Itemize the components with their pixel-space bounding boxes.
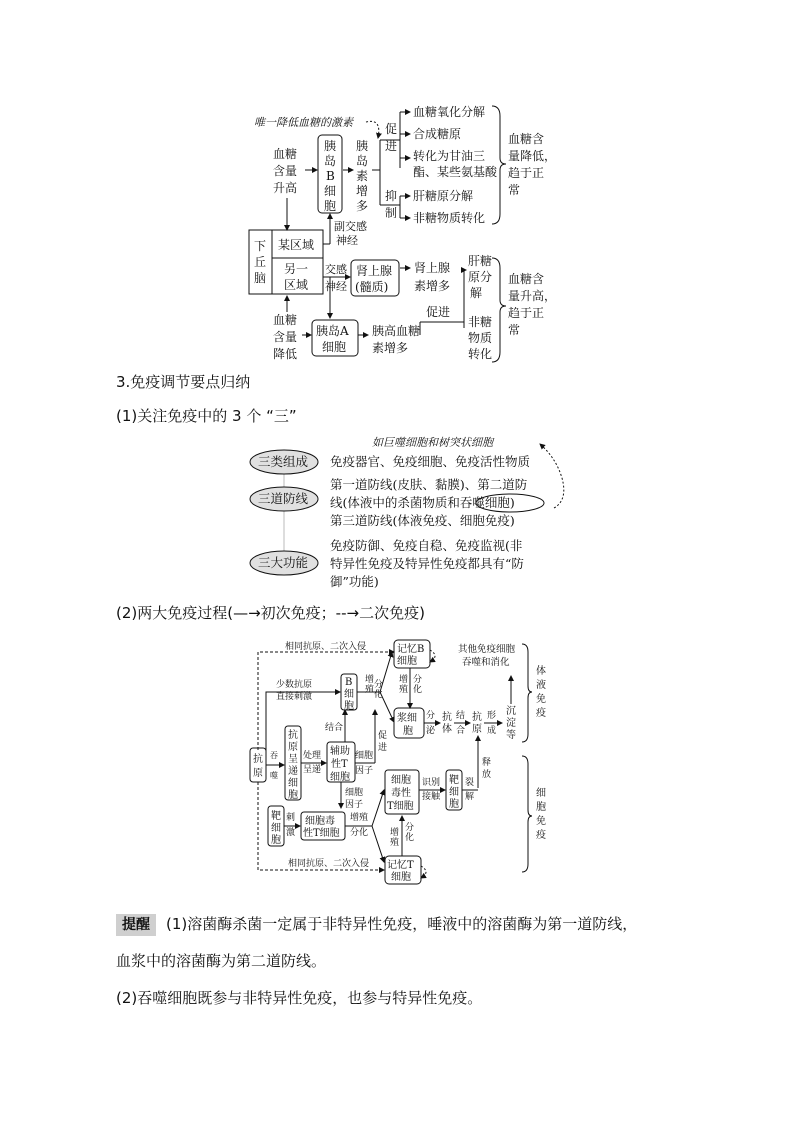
- result-high: [508, 271, 556, 337]
- svg-text:促: 促: [385, 122, 398, 136]
- svg-text:多: 多: [356, 199, 369, 213]
- heading-immune: 3.免疫调节要点归纳: [116, 373, 251, 391]
- svg-text:胞: 胞: [449, 799, 459, 810]
- svg-text:细胞: 细胞: [391, 872, 411, 883]
- svg-text:分: 分: [413, 675, 423, 685]
- svg-text:胞: 胞: [403, 726, 413, 737]
- svg-text:肝糖原分解: 肝糖原分解: [413, 189, 474, 203]
- adrenal-label: [355, 263, 392, 294]
- promote-label: [385, 122, 397, 153]
- svg-text:进: 进: [385, 139, 398, 153]
- insulin-effects: [413, 104, 498, 225]
- svg-text:含量: 含量: [273, 330, 298, 344]
- svg-text:胞: 胞: [344, 701, 354, 712]
- svg-text:呈递: 呈递: [303, 765, 322, 775]
- hypothalamus-label: [254, 239, 266, 285]
- svg-text:分: 分: [426, 711, 436, 721]
- tip-line-1: (1)溶菌酶杀菌一定属于非特异性免疫，唾液中的溶菌酶为第一道防线，: [166, 915, 638, 933]
- svg-text:增: 增: [390, 828, 400, 838]
- svg-text:辅助: 辅助: [330, 746, 350, 757]
- svg-text:激: 激: [286, 828, 296, 838]
- svg-text:血糖: 血糖: [273, 313, 298, 327]
- svg-text:细胞: 细胞: [330, 772, 350, 783]
- svg-text:分: 分: [405, 823, 415, 833]
- svg-text:疫: 疫: [536, 708, 546, 719]
- area2-label: [284, 262, 308, 292]
- svg-text:趋于正: 趋于正: [508, 306, 545, 320]
- svg-text:肝糖: 肝糖: [468, 254, 493, 268]
- svg-text:胞: 胞: [324, 199, 337, 213]
- svg-text:胞: 胞: [536, 802, 546, 813]
- svg-text:解: 解: [465, 792, 475, 802]
- svg-text:B: B: [326, 169, 335, 183]
- svg-text:非糖: 非糖: [468, 315, 493, 329]
- svg-text:殖: 殖: [390, 838, 400, 848]
- svg-text:增: 增: [356, 184, 369, 198]
- svg-text:胰高血糖: 胰高血糖: [372, 324, 421, 338]
- function-line-2: 特异性免疫及特异性免疫都具有“防: [330, 556, 524, 571]
- svg-text:免: 免: [536, 816, 546, 827]
- function-line-1: 免疫防御、免疫自稳、免疫监视(非: [330, 538, 523, 553]
- svg-text:素增多: 素增多: [372, 341, 409, 355]
- svg-text:其他免疫细胞: 其他免疫细胞: [458, 644, 516, 655]
- svg-text:增殖: 增殖: [350, 813, 369, 823]
- svg-text:等: 等: [506, 730, 516, 741]
- svg-text:浆细: 浆细: [397, 713, 417, 724]
- svg-text:胰: 胰: [356, 139, 369, 153]
- svg-text:T细胞: T细胞: [387, 801, 414, 812]
- components-text: 免疫器官、免疫细胞、免疫活性物质: [330, 454, 531, 469]
- glucagon-more: [372, 323, 420, 355]
- svg-text:殖: 殖: [399, 685, 409, 695]
- svg-text:物质: 物质: [468, 331, 493, 345]
- svg-text:岛: 岛: [356, 154, 369, 168]
- defense-line-1: 第一道防线(皮肤、黏膜)、第二道防: [330, 477, 528, 492]
- svg-text:分化: 分化: [350, 828, 369, 838]
- svg-text:非糖物质转化: 非糖物质转化: [413, 211, 486, 225]
- svg-text:化: 化: [413, 685, 423, 695]
- svg-text:原: 原: [288, 742, 298, 753]
- svg-text:转化为甘油三: 转化为甘油三: [413, 149, 486, 163]
- svg-text:素: 素: [356, 169, 369, 183]
- result-low: [508, 131, 556, 197]
- function-line-3: 御”功能): [330, 574, 379, 589]
- svg-text:噬: 噬: [270, 771, 278, 780]
- svg-text:三类组成: 三类组成: [258, 454, 309, 469]
- blood-sugar-diagram: [0, 0, 794, 380]
- svg-text:刺: 刺: [286, 813, 296, 823]
- svg-text:进: 进: [378, 743, 388, 753]
- svg-text:细胞: 细胞: [322, 340, 347, 354]
- svg-text:放: 放: [482, 770, 492, 780]
- svg-text:体: 体: [442, 724, 452, 735]
- svg-text:递: 递: [288, 766, 298, 777]
- svg-text:含量: 含量: [273, 164, 298, 178]
- svg-text:增: 增: [365, 675, 375, 685]
- svg-text:常: 常: [508, 183, 521, 197]
- tip-line-2: 血浆中的溶菌酶为第二道防线。: [116, 952, 327, 970]
- svg-text:(髓质): (髓质): [355, 280, 389, 294]
- svg-text:接触: 接触: [422, 792, 441, 802]
- svg-text:血糖: 血糖: [273, 147, 298, 161]
- svg-text:副交感: 副交感: [334, 220, 367, 233]
- svg-text:酯、某些氨基酸: 酯、某些氨基酸: [413, 165, 498, 179]
- svg-text:成: 成: [487, 726, 497, 736]
- svg-text:降低: 降低: [273, 347, 298, 361]
- svg-text:三大功能: 三大功能: [258, 555, 309, 570]
- svg-text:释: 释: [482, 758, 492, 768]
- svg-text:血糖含: 血糖含: [508, 272, 545, 286]
- defense-line-3: 第三道防线(体液免疫、细胞免疫): [330, 513, 515, 528]
- same-antigen-bottom: 相同抗原、二次入侵: [288, 859, 370, 869]
- three-threes-diagram: [0, 430, 794, 600]
- svg-text:细: 细: [449, 787, 459, 798]
- svg-text:化: 化: [374, 690, 384, 700]
- insulin-more-label: [356, 138, 368, 213]
- svg-text:胞: 胞: [271, 835, 281, 846]
- svg-text:细: 细: [288, 778, 298, 789]
- defense-line-2: 线(体液中的杀菌物质和吞噬细胞): [330, 495, 515, 510]
- svg-text:量升高，: 量升高，: [508, 289, 557, 303]
- svg-text:免: 免: [536, 694, 546, 705]
- svg-text:毒性: 毒性: [391, 788, 411, 799]
- svg-text:细胞: 细胞: [345, 788, 364, 798]
- svg-text:神经: 神经: [336, 234, 358, 247]
- svg-text:转化: 转化: [468, 347, 493, 361]
- svg-text:量降低，: 量降低，: [508, 149, 557, 163]
- svg-text:化: 化: [405, 833, 415, 843]
- same-antigen-top: 相同抗原、二次入侵: [285, 642, 367, 652]
- svg-text:少数抗原: 少数抗原: [276, 680, 313, 690]
- svg-text:常: 常: [508, 323, 521, 337]
- sub-heading-process: (2)两大免疫过程(—→初次免疫；--→二次免疫): [116, 604, 425, 622]
- svg-text:解: 解: [470, 286, 483, 300]
- svg-text:胞: 胞: [288, 790, 298, 801]
- svg-text:丘: 丘: [254, 255, 267, 269]
- alpha-cell-label: [316, 323, 349, 354]
- beta-cell-label: [324, 138, 336, 213]
- svg-text:血糖含: 血糖含: [508, 132, 545, 146]
- svg-text:胰: 胰: [324, 139, 337, 153]
- svg-text:性T: 性T: [331, 759, 348, 770]
- inhibit-label: [385, 188, 397, 220]
- svg-text:靶: 靶: [449, 775, 459, 786]
- svg-text:性T细胞: 性T细胞: [303, 828, 340, 839]
- svg-text:抗: 抗: [288, 730, 298, 741]
- svg-text:分: 分: [374, 680, 384, 690]
- svg-text:识别: 识别: [422, 778, 441, 788]
- svg-text:细: 细: [344, 689, 354, 700]
- svg-text:抗: 抗: [253, 754, 263, 765]
- fall-label: [273, 312, 297, 361]
- svg-text:原: 原: [472, 724, 482, 735]
- svg-text:交感: 交感: [325, 263, 347, 276]
- svg-text:细胞: 细胞: [397, 656, 417, 667]
- svg-text:记忆T: 记忆T: [387, 860, 414, 871]
- svg-text:呈: 呈: [288, 754, 298, 765]
- immune-process-diagram: [0, 630, 794, 890]
- svg-text:细: 细: [271, 823, 281, 834]
- svg-text:神经: 神经: [325, 280, 347, 293]
- svg-text:趋于正: 趋于正: [508, 166, 545, 180]
- svg-text:处理: 处理: [303, 751, 322, 761]
- svg-text:泌: 泌: [426, 726, 436, 736]
- svg-text:胰岛A: 胰岛A: [316, 324, 349, 338]
- svg-text:结合: 结合: [325, 723, 344, 733]
- svg-text:裂: 裂: [465, 778, 475, 788]
- svg-text:另一: 另一: [284, 262, 309, 276]
- svg-text:记忆B: 记忆B: [397, 644, 425, 655]
- handnote-insulin: 唯一降低血糖的激素: [254, 116, 353, 129]
- handnote-phagocyte: 如巨噬细胞和树突状细胞: [372, 436, 493, 449]
- svg-text:B: B: [345, 677, 353, 688]
- svg-text:细胞: 细胞: [391, 775, 411, 786]
- svg-text:素增多: 素增多: [414, 279, 451, 293]
- svg-text:岛: 岛: [324, 154, 337, 168]
- svg-text:因子: 因子: [355, 766, 374, 776]
- rise-label: [273, 146, 297, 195]
- promote2-label: 促进: [426, 305, 451, 319]
- svg-text:抑: 抑: [385, 189, 398, 203]
- svg-text:肾上腺: 肾上腺: [414, 261, 451, 275]
- sub-heading-three: (1)关注免疫中的 3 个 “三”: [116, 407, 297, 425]
- area1-label: 某区域: [278, 238, 315, 252]
- svg-text:制: 制: [385, 206, 398, 220]
- svg-text:靶: 靶: [271, 811, 281, 822]
- svg-text:促: 促: [378, 731, 388, 741]
- svg-text:细: 细: [536, 788, 546, 799]
- svg-text:合成糖原: 合成糖原: [413, 127, 462, 141]
- svg-text:肾上腺: 肾上腺: [356, 264, 393, 278]
- svg-text:合: 合: [456, 726, 466, 736]
- svg-text:血糖氧化分解: 血糖氧化分解: [413, 105, 486, 119]
- svg-text:吞: 吞: [270, 751, 278, 760]
- svg-text:原: 原: [253, 768, 263, 779]
- svg-text:直接刺激: 直接刺激: [276, 692, 313, 702]
- svg-text:抗: 抗: [442, 712, 452, 723]
- svg-text:三道防线: 三道防线: [258, 491, 309, 506]
- svg-text:细胞: 细胞: [355, 751, 374, 761]
- tip-badge: 提醒: [116, 914, 156, 936]
- nonsugar: [468, 314, 492, 361]
- svg-text:脑: 脑: [254, 271, 267, 285]
- svg-text:疫: 疫: [536, 830, 546, 841]
- svg-text:殖: 殖: [365, 685, 375, 695]
- svg-text:下: 下: [254, 239, 267, 253]
- svg-text:增: 增: [399, 675, 409, 685]
- svg-text:抗: 抗: [472, 712, 482, 723]
- svg-text:细胞毒: 细胞毒: [305, 816, 335, 827]
- svg-text:淀: 淀: [506, 718, 516, 729]
- svg-text:液: 液: [536, 680, 546, 691]
- svg-text:升高: 升高: [273, 181, 298, 195]
- svg-text:原分: 原分: [468, 270, 493, 284]
- svg-text:结: 结: [456, 711, 466, 721]
- adrenaline-more: [414, 260, 450, 293]
- svg-text:吞噬和消化: 吞噬和消化: [462, 657, 510, 668]
- parasym-label: [334, 219, 367, 247]
- svg-text:区域: 区域: [284, 278, 309, 292]
- glycogen-break: [468, 253, 492, 300]
- svg-text:体: 体: [536, 666, 546, 677]
- tip-block: [116, 906, 676, 1017]
- tip-line-3: (2)吞噬细胞既参与非特异性免疫，也参与特异性免疫。: [116, 989, 483, 1007]
- svg-text:细: 细: [324, 184, 337, 198]
- svg-text:沉: 沉: [506, 706, 516, 717]
- svg-text:形: 形: [487, 711, 497, 721]
- svg-text:因子: 因子: [345, 800, 364, 810]
